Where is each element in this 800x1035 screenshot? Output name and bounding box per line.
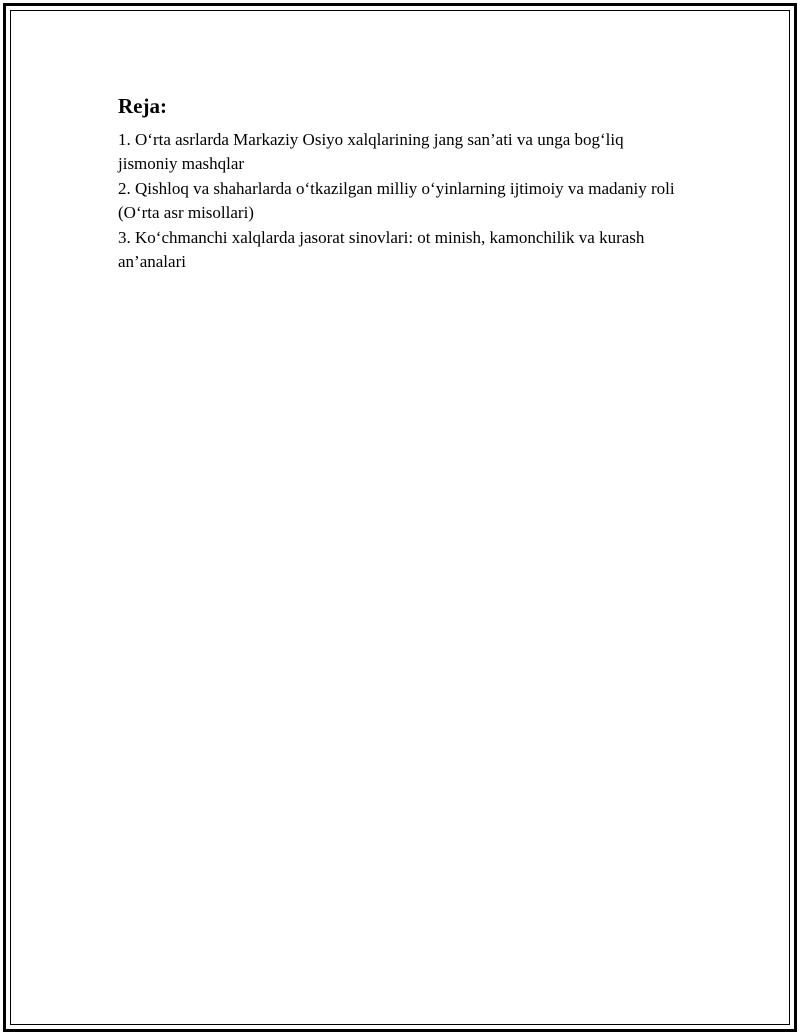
plan-item-2: 2. Qishloq va shaharlarda o‘tkazilgan milliy o‘yinlarning ijtimoiy va madaniy roli (O‘rta asr misollari) bbox=[118, 178, 675, 223]
plan-item-1: 1. O‘rta asrlarda Markaziy Osiyo xalqlarining jang san’ati va unga bog‘liq jismoniy mashqlar bbox=[118, 130, 624, 174]
plan-list bbox=[118, 128, 678, 274]
document-body bbox=[118, 92, 678, 274]
plan-item-3: 3. Ko‘chmanchi xalqlarda jasorat sinovlari: ot minish, kamonchilik va kurash an’analari bbox=[118, 227, 645, 272]
plan-heading: Reja: bbox=[118, 94, 167, 118]
